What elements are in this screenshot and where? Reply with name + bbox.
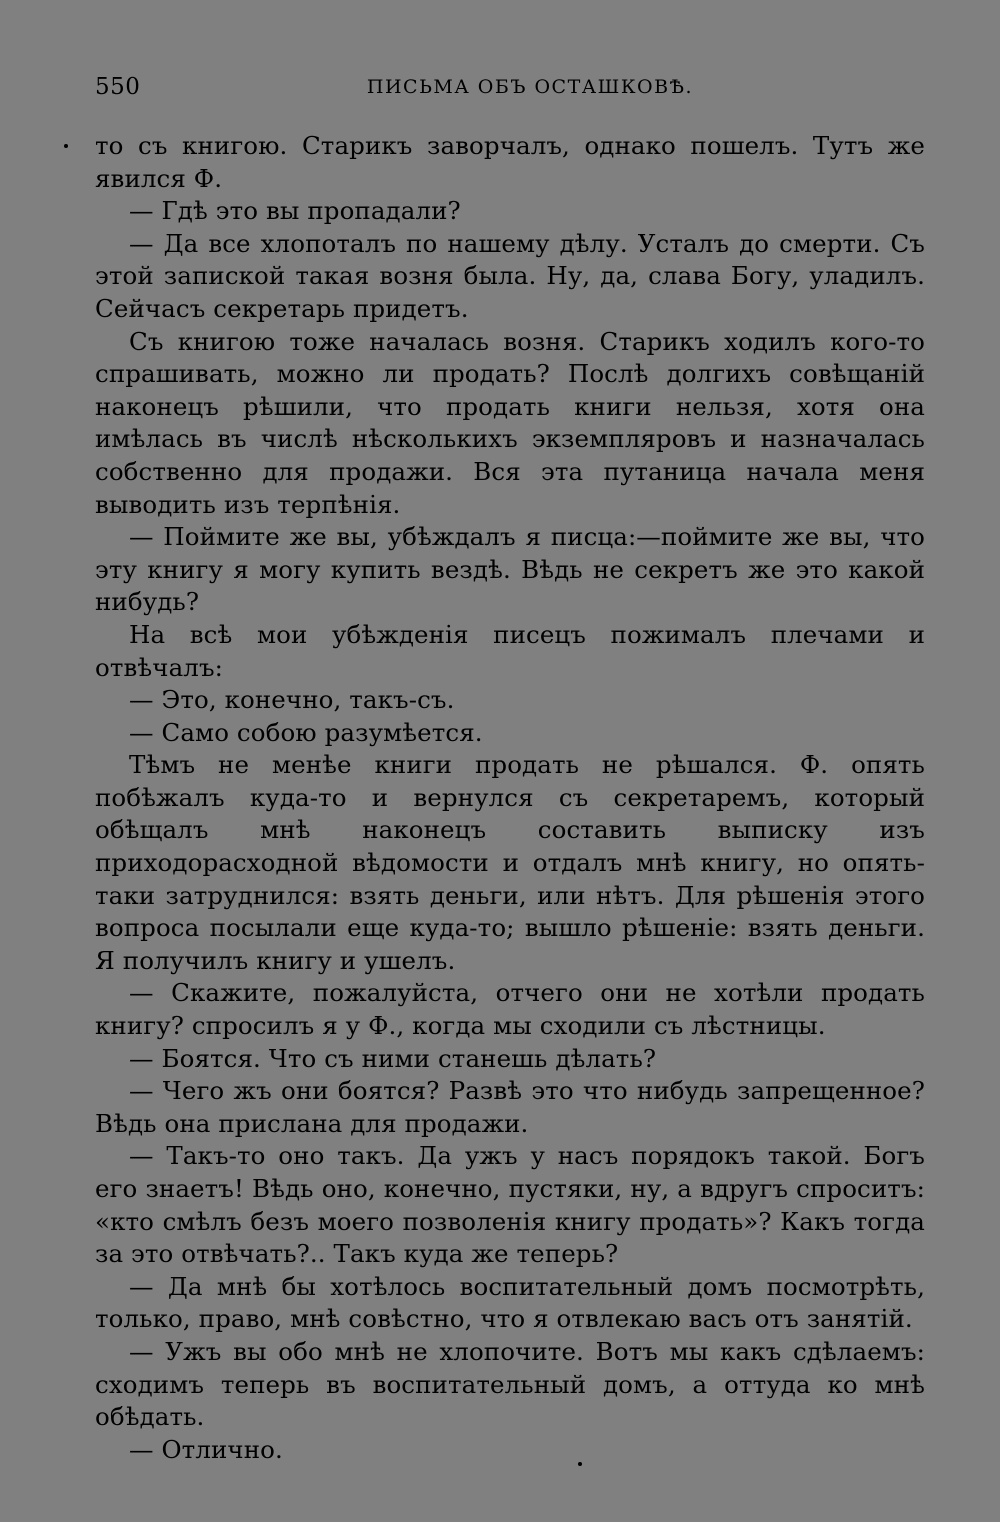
print-speck — [578, 1462, 582, 1466]
paragraph: — Да все хлопоталъ по нашему дѣлу. Усталъ до смерти. Съ этой запиской такая возня была. Ну, да, слава Богу, уладилъ. Сейчасъ секретарь придетъ. — [95, 228, 925, 323]
paragraph: — Ужъ вы обо мнѣ не хлопочите. Вотъ мы какъ сдѣлаемъ: сходимъ теперь въ воспитательный домъ, а оттуда ко мнѣ обѣдать. — [95, 1336, 925, 1432]
paragraph: Съ книгою тоже началась возня. Старикъ ходилъ кого-то спрашивать, можно ли продать? Послѣ долгихъ совѣщаній наконецъ рѣшили, что продать книги нельзя, хотя она имѣлась въ числѣ нѣсколькихъ экземпляровъ и назначалась собственно для продажи. Вся эта путаница начала меня выводить изъ терпѣнія. — [95, 326, 925, 519]
paragraph: — Это, конечно, такъ-съ. — [129, 685, 455, 715]
page-number: 550 — [95, 74, 141, 100]
body-text — [95, 130, 925, 1466]
paragraph: — Отлично. — [129, 1434, 283, 1464]
paragraph: — Да мнѣ бы хотѣлось воспитательный домъ посмотрѣть, только, право, мнѣ совѣстно, что я отвлекаю васъ отъ занятій. — [95, 1271, 925, 1334]
paragraph: — Скажите, пожалуйста, отчего они не хотѣли продать книгу? спросилъ я у Ф., когда мы сходили съ лѣстницы. — [95, 978, 925, 1041]
paragraph: — Чего жъ они боятся? Развѣ это что нибудь запрещенное? Вѣдь она прислана для продажи. — [95, 1076, 925, 1138]
paragraph: На всѣ мои убѣжденія писецъ пожималъ плечами и отвѣчалъ: — [95, 619, 925, 682]
page-header — [95, 70, 925, 108]
paragraph: — Само собою разумѣется. — [129, 717, 483, 747]
paragraph: — Боятся. Что съ ними станешь дѣлать? — [129, 1043, 657, 1073]
paragraph: — Такъ-то оно такъ. Да ужъ у насъ порядокъ такой. Богъ его знаетъ! Вѣдь оно, конечно, пустяки, ну, а вдругъ спроситъ: «кто смѣлъ безъ моего позволенія книгу продать»? Какъ тогда за это отвѣчать?.. Такъ куда же теперь? — [95, 1141, 925, 1269]
running-title: ПИСЬМА ОБЪ ОСТАШКОВѢ. — [366, 76, 694, 98]
book-page — [95, 70, 925, 1466]
paragraph: Тѣмъ не менѣе книги продать не рѣшался. Ф. опять побѣжалъ куда-то и вернулся съ секретаремъ, который обѣщалъ мнѣ наконецъ составить выписку изъ приходорасходной вѣдомости и отдалъ мнѣ книгу, но опять-таки затруднился: взять деньги, или нѣтъ. Для рѣшенія этого вопроса посылали еще куда-то; вышло рѣшеніе: взять деньги. Я получилъ книгу и ушелъ. — [95, 750, 925, 975]
paragraph: — Гдѣ это вы пропадали? — [129, 196, 461, 226]
paragraph: — Поймите же вы, убѣждалъ я писца:—поймите же вы, что эту книгу я могу купить вездѣ. Вѣдь не секретъ же это какой нибудь? — [95, 522, 925, 617]
paragraph: то съ книгою. Старикъ заворчалъ, однако пошелъ. Тутъ же явился Ф. — [95, 131, 925, 193]
margin-mark — [64, 144, 68, 148]
